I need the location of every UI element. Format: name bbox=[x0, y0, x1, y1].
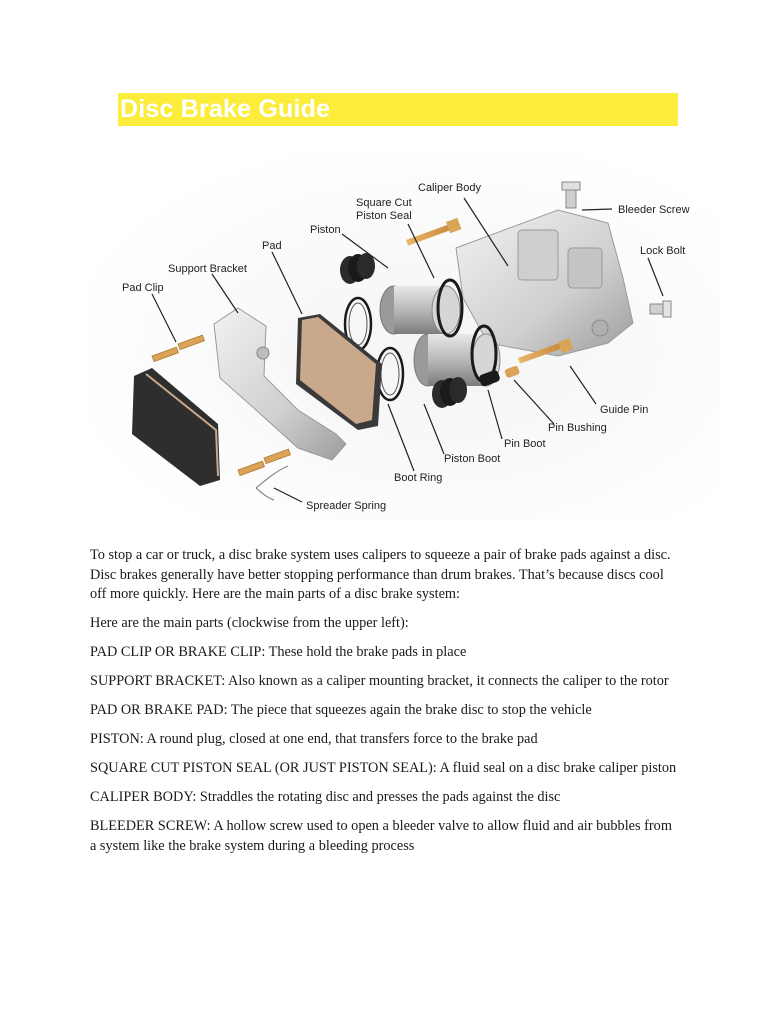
label-piston-boot: Piston Boot bbox=[444, 453, 501, 465]
label-piston: Piston bbox=[310, 224, 341, 236]
label-boot-ring: Boot Ring bbox=[394, 472, 443, 484]
piston-definition: PISTON: A round plug, closed at one end, that transfers force to the brake pad bbox=[90, 731, 538, 747]
label-lock-bolt: Lock Bolt bbox=[640, 245, 686, 257]
label-bleeder-screw: Bleeder Screw bbox=[618, 204, 690, 216]
label-support-bracket: Support Bracket bbox=[168, 263, 247, 275]
support-bracket-definition: SUPPORT BRACKET: Also known as a caliper mounting bracket, it connects the caliper to the rotor bbox=[90, 673, 669, 689]
label-pin-boot: Pin Boot bbox=[504, 438, 546, 450]
label-guide-pin: Guide Pin bbox=[600, 404, 649, 416]
body-text bbox=[90, 546, 680, 866]
piston-seal-definition: SQUARE CUT PISTON SEAL (OR JUST PISTON SEAL): A fluid seal on a disc brake caliper piston bbox=[90, 760, 677, 776]
label-square-cut-line1: Square Cut bbox=[356, 197, 412, 209]
label-pad-clip: Pad Clip bbox=[122, 282, 164, 294]
page-title: Disc Brake Guide bbox=[120, 95, 331, 123]
label-pad: Pad bbox=[262, 240, 282, 252]
label-pin-bushing: Pin Bushing bbox=[548, 422, 607, 434]
label-caliper-body: Caliper Body bbox=[418, 182, 481, 194]
brake-pad-definition: PAD OR BRAKE PAD: The piece that squeezes again the brake disc to stop the vehicle bbox=[90, 702, 592, 718]
label-spreader-spring: Spreader Spring bbox=[306, 500, 387, 512]
piston-upper-part bbox=[380, 286, 460, 334]
bleeder-screw-definition: BLEEDER SCREW: A hollow screw used to open a bleeder valve to allow fluid and air bubbles from a system like the brake system during a bleeding process bbox=[90, 818, 672, 854]
label-square-cut-line2: Piston Seal bbox=[356, 210, 412, 222]
disc-brake-exploded-diagram bbox=[88, 148, 720, 520]
pad-clip-definition: PAD CLIP OR BRAKE CLIP: These hold the brake pads in place bbox=[90, 644, 467, 660]
main-parts-intro: Here are the main parts (clockwise from the upper left): bbox=[90, 615, 409, 631]
caliper-body-definition: CALIPER BODY: Straddles the rotating disc and presses the pads against the disc bbox=[90, 789, 561, 805]
intro-paragraph: To stop a car or truck, a disc brake system uses calipers to squeeze a pair of brake pads against a disc. Disc brakes generally have better stopping performance than drum brakes. That’s because discs cool off more quickly. Here are the main parts of a disc brake system: bbox=[90, 547, 671, 602]
